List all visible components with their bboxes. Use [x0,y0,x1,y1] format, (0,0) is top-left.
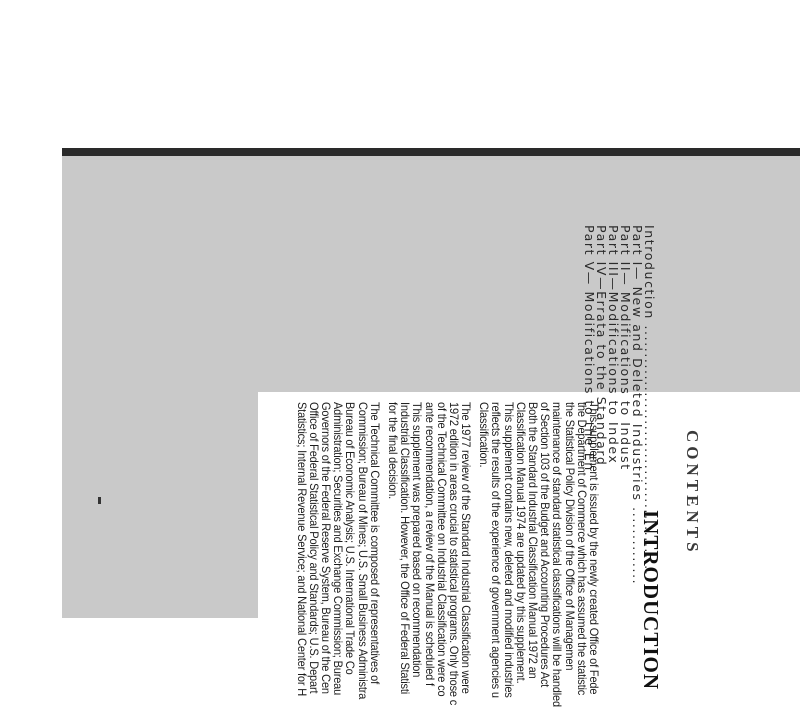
body-line: Classification. [477,402,492,468]
body-line: ante recommendation, a review of the Manual is scheduled f [422,402,437,686]
toc-entry: Part IV—Errata to the Standard [594,225,609,467]
body-line: Governors of the Federal Reserve System, Bureau of the Cen [319,402,334,694]
toc-entry: Part III—Modifications to Index [606,225,621,465]
body-line: Office of Federal Statistical Policy and Standards; U.S. Depart [306,402,321,694]
body-line: 1972 edition in areas crucial to statistical programs. Only those c [446,402,461,706]
toc-entry: Part V— Modifications to the En [582,225,597,472]
body-line: Industrial Classification. However, the Office of Federal Statisti [398,402,413,695]
body-line: Administration; Securities and Exchange Commission; Bureau [331,402,346,696]
body-line: Both the Standard Industrial Classification Manual 1972 an [526,402,541,679]
body-line: This supplement contains new, deleted and modified industries [501,402,516,698]
body-line: of the Technical Committee on Industrial Classification were co [434,402,449,697]
body-line: This supplement was prepared based on recommendation [410,402,425,678]
introduction-body [294,402,601,707]
body-line: reflects the results of the experience of government agencies u [489,402,504,698]
body-line: Classification Manual 1974 are updated by this supplement. [513,402,528,684]
body-line: for the final decision. [386,402,400,500]
body-line: The 1977 review of the Standard Industrial Classification were [459,402,474,694]
body-line: The Technical Committee is composed of representatives of [367,402,382,685]
body-line: the Statistical Policy Division of the Office of Managemen [562,402,577,671]
body-line: of Section 103 of the Budget and Accounting Procedures Act [538,402,553,688]
body-line: This supplement is issued by the newly created Office of Fede [587,402,601,695]
toc-entry: Part II— Modifications to Indust [618,225,633,471]
body-line: Statistics; Internal Revenue Service; and National Center for H [294,402,309,696]
toc-entry: Part I— New and Deleted Industries .............. [630,225,645,586]
body-line: maintenance of standard statistical classifications will be handled [550,402,565,707]
scan-mark [98,497,101,504]
body-line: the Department of Commerce which has assumed the statistic [574,402,589,696]
contents-heading: CONTENTS [683,430,702,556]
body-line: Commission; Bureau of Mines; U.S. Small Business Administra [355,402,370,700]
toc-entry: Introduction ............................................. [642,225,657,577]
body-line: Bureau of Economic Analysis; U.S. International Trade Co [343,402,358,675]
introduction-heading: INTRODUCTION [639,510,663,691]
